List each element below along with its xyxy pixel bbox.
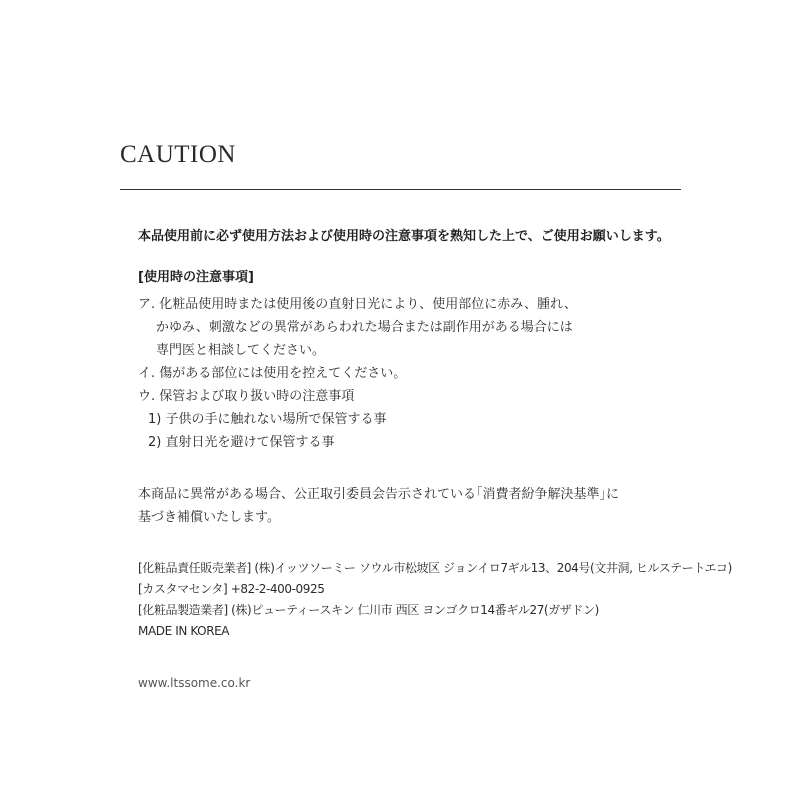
compensation-notice-line: 基づき補償いたします。 bbox=[138, 510, 280, 525]
intro-notice: 本品使用前に必ず使用方法および使用時の注意事項を熟知した上で、ご使用お願いします。 bbox=[138, 229, 670, 244]
caution-item-a: ア. 化粧品使用時または使用後の直射日光により、使用部位に赤み、腫れ、 bbox=[138, 297, 577, 312]
country-of-origin: MADE IN KOREA bbox=[138, 624, 230, 638]
manufacturer-info: [化粧品製造業者] (株)ピューティースキン 仁川市 西区 ヨンゴクロ14番ギル27(ガザドン) bbox=[138, 603, 599, 617]
company-info bbox=[138, 558, 732, 642]
caution-item-a-continued: 専門医と相談してください。 bbox=[156, 343, 326, 358]
caution-list bbox=[138, 293, 577, 454]
customer-center-info: [カスタマセンタ] +82-2-400-0925 bbox=[138, 582, 325, 596]
storage-item-1: 1) 子供の手に触れない場所で保管する事 bbox=[148, 412, 387, 427]
section-heading: [使用時の注意事項] bbox=[138, 270, 254, 285]
website-url: www.ltssome.co.kr bbox=[138, 676, 251, 690]
seller-info: [化粧品責任販売業者] (株)イッツソーミー ソウル市松坡区 ジョンイロ7ギル13、204号(文井洞, ヒルステートエコ) bbox=[138, 561, 732, 575]
compensation-notice bbox=[138, 483, 619, 529]
page-title: CAUTION bbox=[120, 141, 236, 168]
caution-item-u: ウ. 保管および取り扱い時の注意事項 bbox=[138, 389, 355, 404]
storage-item-2: 2) 直射日光を避けて保管する事 bbox=[148, 435, 335, 450]
caution-item-a-continued: かゆみ、刺激などの異常があらわれた場合または副作用がある場合には bbox=[156, 320, 573, 335]
title-divider bbox=[120, 189, 681, 190]
compensation-notice-line: 本商品に異常がある場合、公正取引委員会告示されている｢消費者紛争解決基準｣に bbox=[138, 487, 620, 502]
caution-item-i: イ. 傷がある部位には使用を控えてください。 bbox=[138, 366, 407, 381]
